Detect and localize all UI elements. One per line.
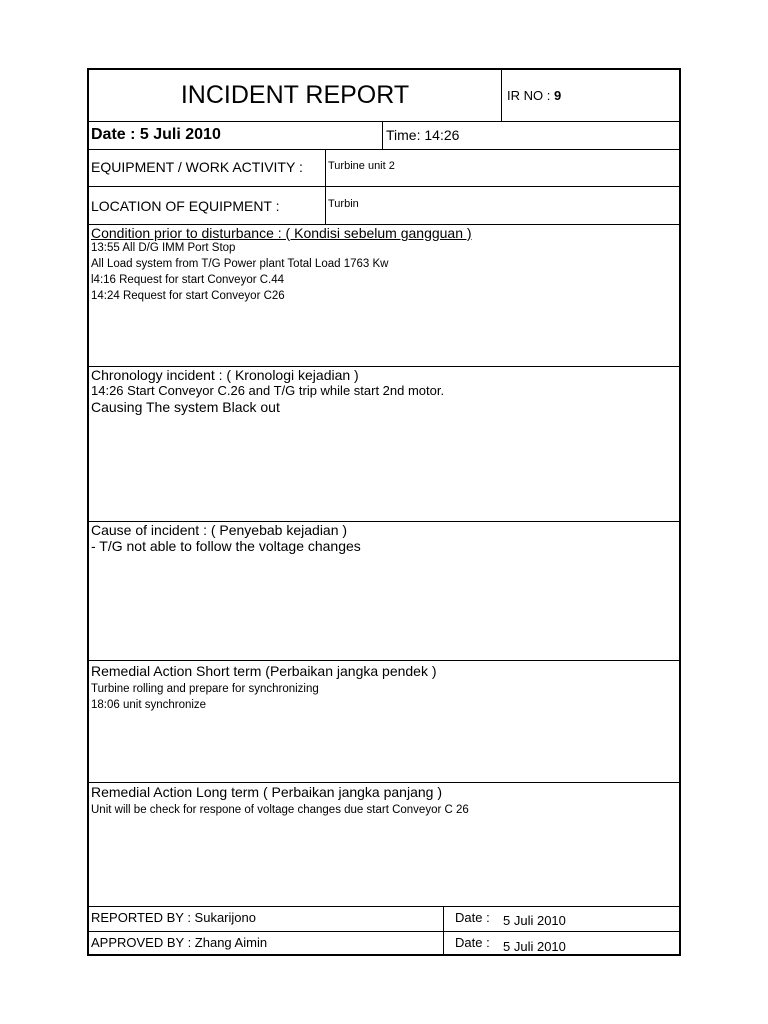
reported-by: REPORTED BY : Sukarijono <box>91 910 256 925</box>
col-divider <box>501 70 502 121</box>
col-divider <box>443 906 444 956</box>
approved-date-value: 5 Juli 2010 <box>503 939 566 954</box>
row-divider <box>89 186 679 187</box>
row-divider <box>89 121 679 122</box>
report-title: INCIDENT REPORT <box>180 81 410 109</box>
row-divider <box>89 149 679 150</box>
long-term-title: Remedial Action Long term ( Perbaikan jangka panjang ) <box>91 784 442 800</box>
condition-line: All Load system from T/G Power plant Total Load 1763 Kw <box>91 258 389 270</box>
short-term-line: Turbine rolling and prepare for synchronizing <box>91 683 319 695</box>
approved-date-label: Date : <box>455 935 490 950</box>
row-divider <box>89 660 679 661</box>
ir-number-value: 9 <box>553 88 562 103</box>
report-date: Date : 5 Juli 2010 <box>91 126 221 143</box>
reported-date-label: Date : <box>455 910 490 925</box>
equipment-label: EQUIPMENT / WORK ACTIVITY : <box>91 159 303 175</box>
row-divider <box>89 782 679 783</box>
location-label: LOCATION OF EQUIPMENT : <box>91 198 280 214</box>
report-time: Time: 14:26 <box>386 127 460 143</box>
cause-line: - T/G not able to follow the voltage changes <box>91 538 361 554</box>
row-divider <box>89 931 679 932</box>
condition-title: Condition prior to disturbance : ( Kondisi sebelum gangguan ) <box>91 225 472 241</box>
reported-date-value: 5 Juli 2010 <box>503 913 566 928</box>
col-divider <box>382 121 383 149</box>
equipment-value: Turbine unit 2 <box>328 160 395 172</box>
condition-line: l4:16 Request for start Conveyor C.44 <box>91 274 285 286</box>
short-term-line: 18:06 unit synchronize <box>91 699 207 711</box>
row-divider <box>89 906 679 907</box>
long-term-line: Unit will be check for respone of voltage changes due start Conveyor C 26 <box>91 804 469 816</box>
incident-report-form <box>87 68 681 956</box>
ir-number-label: IR NO : <box>507 88 551 103</box>
short-term-title: Remedial Action Short term (Perbaikan jangka pendek ) <box>91 663 437 679</box>
col-divider <box>325 149 326 224</box>
chronology-title: Chronology incident : ( Kronologi kejadian ) <box>91 367 359 383</box>
cause-title: Cause of incident : ( Penyebab kejadian ) <box>91 522 348 538</box>
ir-number <box>507 89 561 102</box>
approved-by: APPROVED BY : Zhang Aimin <box>91 935 268 950</box>
chronology-line: 14:26 Start Conveyor C.26 and T/G trip while start 2nd motor. <box>91 383 445 398</box>
condition-line: 14:24 Request for start Conveyor C26 <box>91 290 285 302</box>
location-value: Turbin <box>328 198 359 210</box>
condition-line: 13:55 All D/G IMM Port Stop <box>91 242 236 254</box>
chronology-line: Causing The system Black out <box>91 399 280 415</box>
